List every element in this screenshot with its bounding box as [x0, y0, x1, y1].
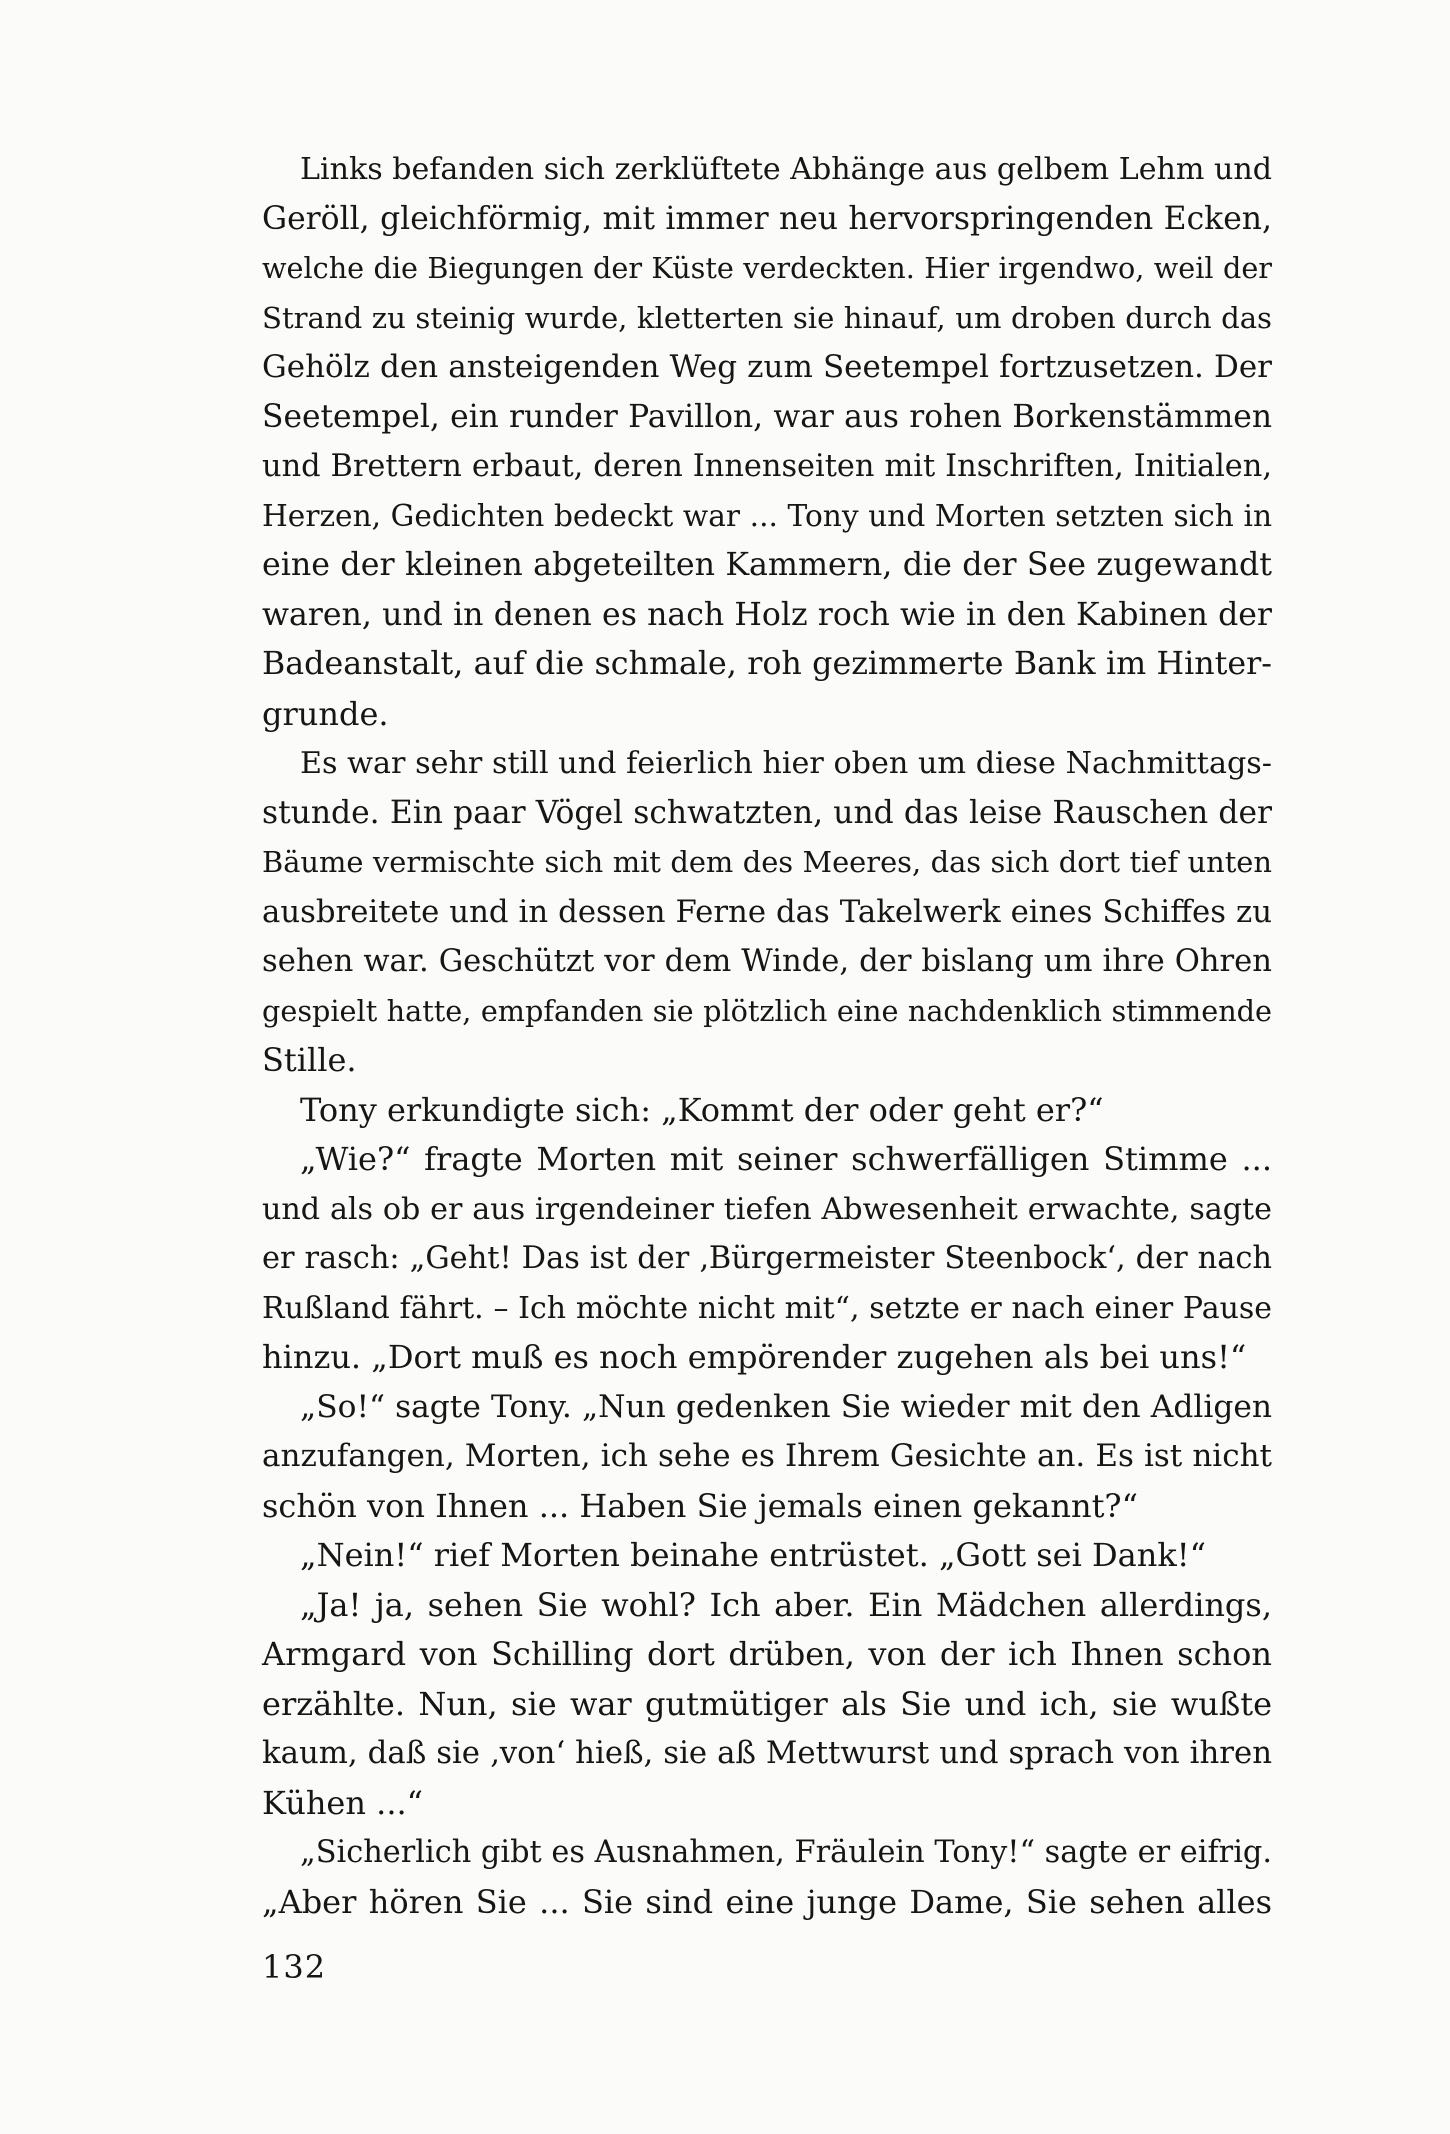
text-line: grunde.: [262, 694, 389, 733]
text-line: Rußland fährt. – Ich möchte nicht mit“, setzte er nach einer Pause: [262, 1290, 1272, 1326]
text-line: und Brettern erbaut, deren Innenseiten mit Inschriften, Initialen,: [262, 449, 1272, 484]
text-line: Seetempel, ein runder Pavillon, war aus rohen Borkenstämmen: [262, 398, 1272, 435]
text-line: schön von Ihnen ... Haben Sie jemals einen gekannt?“: [262, 1486, 1138, 1525]
text-line: eine der kleinen abgeteilten Kammern, die der See zugewandt: [262, 547, 1272, 583]
text-line: Kühen ...“: [262, 1783, 424, 1822]
text-line: gespielt hatte, empfanden sie plötzlich eine nachdenklich stimmende: [262, 993, 1272, 1028]
text-line: sehen war. Geschützt vor dem Winde, der bislang um ihre Ohren: [262, 944, 1272, 979]
text-line: „Sicherlich gibt es Ausnahmen, Fräulein Tony!“ sagte er eifrig.: [300, 1835, 1272, 1870]
text-line: Strand zu steinig wurde, kletterten sie hinauf, um droben durch das: [262, 300, 1272, 335]
text-line: „Wie?“ fragte Morten mit seiner schwerfälligen Stimme ...: [300, 1140, 1272, 1178]
text-line: „So!“ sagte Tony. „Nun gedenken Sie wieder mit den Adligen: [300, 1388, 1272, 1425]
text-line: Es war sehr still und feierlich hier oben um diese Nachmittags-: [300, 746, 1272, 781]
text-line: Links befanden sich zerklüftete Abhänge aus gelbem Lehm und: [300, 152, 1272, 187]
body-text: [262, 145, 1272, 1927]
text-line: kaum, daß sie ‚von‘ hieß, sie aß Mettwurst und sprach von ihren: [262, 1735, 1272, 1771]
text-line: waren, und in denen es nach Holz roch wie in den Kabinen der: [262, 596, 1272, 633]
text-line: stunde. Ein paar Vögel schwatzten, und das leise Rauschen der: [262, 794, 1272, 831]
text-line: „Aber hören Sie ... Sie sind eine junge Dame, Sie sehen alles: [262, 1882, 1272, 1921]
text-line: Bäume vermischte sich mit dem des Meeres, das sich dort tief unten: [262, 845, 1272, 879]
text-line: erzählte. Nun, sie war gutmütiger als Sie und ich, sie wußte: [262, 1684, 1272, 1723]
text-line: Geröll, gleichförmig, mit immer neu hervorspringenden Ecken,: [262, 200, 1272, 237]
text-line: Gehölz den ansteigenden Weg zum Seetempel fortzusetzen. Der: [262, 349, 1272, 385]
text-line: Stille.: [262, 1041, 357, 1079]
text-line: Badeanstalt, auf die schmale, roh gezimmerte Bank im Hinter-: [262, 646, 1272, 682]
text-line: Herzen, Gedichten bedeckt war ... Tony und Morten setzten sich in: [262, 498, 1272, 533]
text-line: er rasch: „Geht! Das ist der ‚Bürgermeister Steenbock‘, der nach: [262, 1241, 1272, 1276]
text-line: „Ja! ja, sehen Sie wohl? Ich aber. Ein Mädchen allerdings,: [300, 1585, 1272, 1624]
text-line: und als ob er aus irgendeiner tiefen Abwesenheit erwachte, sagte: [262, 1191, 1272, 1227]
text-line: Tony erkundigte sich: „Kommt der oder geht er?“: [300, 1090, 1104, 1129]
text-line: hinzu. „Dort muß es noch empörender zugehen als bei uns!“: [262, 1338, 1247, 1376]
text-line: anzufangen, Morten, ich sehe es Ihrem Gesichte an. Es ist nicht: [262, 1438, 1272, 1474]
text-line: welche die Biegungen der Küste verdeckten. Hier irgendwo, weil der: [262, 251, 1272, 285]
text-line: ausbreitete und in dessen Ferne das Takelwerk eines Schiffes zu: [262, 893, 1272, 930]
text-line: Armgard von Schilling dort drüben, von der ich Ihnen schon: [262, 1635, 1272, 1673]
text-line: „Nein!“ rief Morten beinahe entrüstet. „Gott sei Dank!“: [300, 1536, 1206, 1574]
page-number: 132: [262, 1948, 327, 1986]
